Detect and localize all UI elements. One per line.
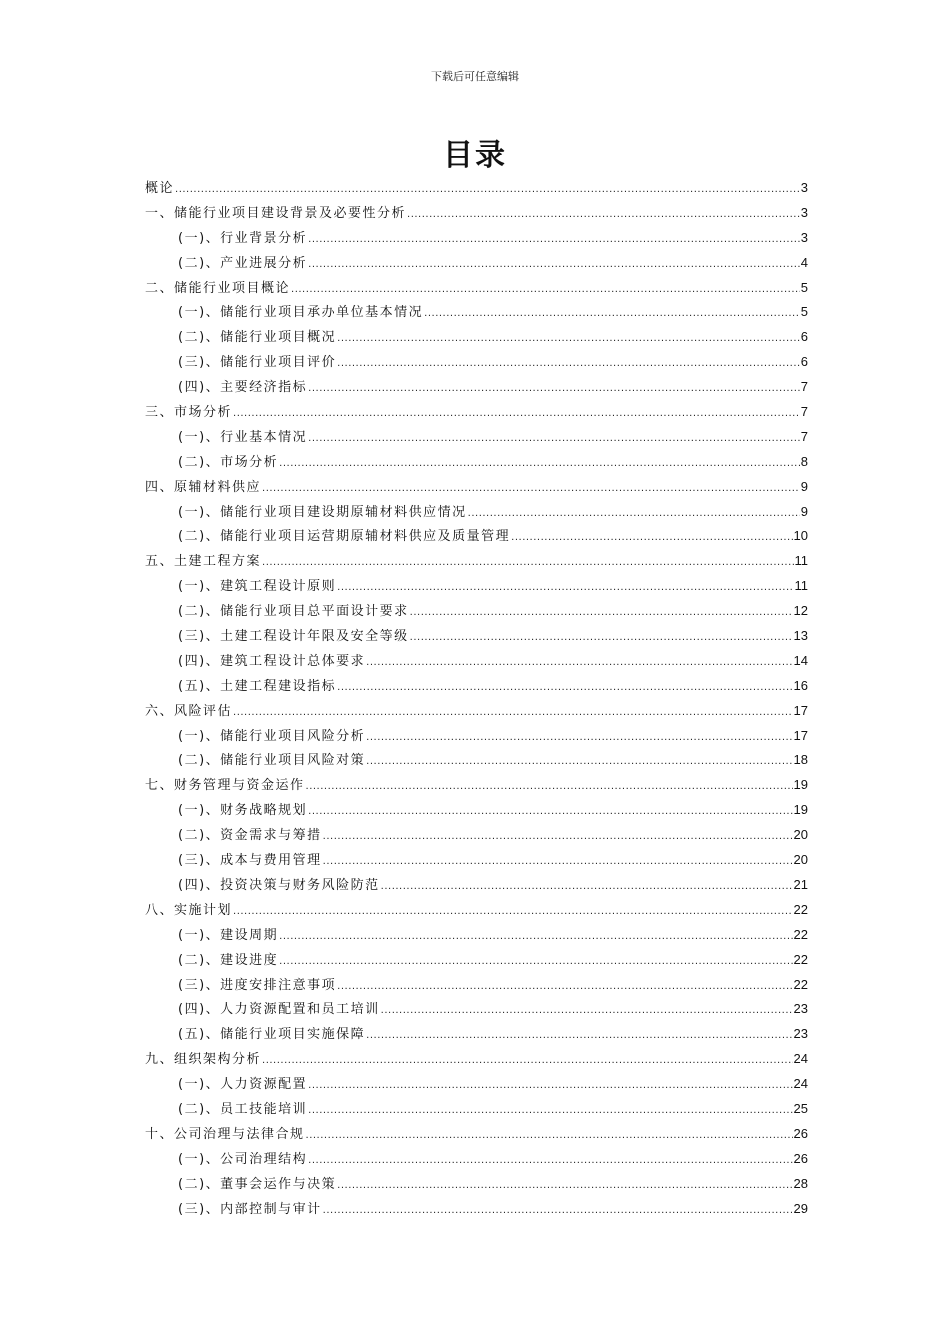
toc-entry-title: (一)、储能行业项目建设期原辅材料供应情况 [178, 504, 467, 520]
toc-page-number: 24 [793, 1076, 808, 1092]
toc-entry[interactable] [145, 350, 808, 375]
toc-page-number: 9 [800, 478, 808, 494]
toc-entry[interactable] [145, 500, 808, 525]
toc-entry[interactable] [145, 450, 808, 475]
toc-entry[interactable] [145, 923, 808, 948]
toc-entry[interactable] [145, 475, 808, 500]
toc-entry-title: (一)、财务战略规划 [178, 803, 308, 819]
toc-entry[interactable] [145, 251, 808, 276]
toc-page-number: 10 [793, 528, 808, 544]
toc-leader-dots [381, 875, 793, 900]
toc-entry-title: (二)、董事会运作与决策 [178, 1176, 337, 1192]
toc-entry[interactable] [145, 325, 808, 350]
toc-entry[interactable] [145, 773, 808, 798]
toc-leader-dots [468, 502, 800, 527]
toc-entry-title: (四)、主要经济指标 [178, 380, 308, 396]
toc-page-number: 14 [793, 652, 808, 668]
toc-leader-dots [323, 1199, 793, 1224]
toc-page-number: 28 [793, 1175, 808, 1191]
toc-entry-title: (二)、资金需求与筹措 [178, 828, 322, 844]
toc-page-number: 8 [800, 453, 808, 469]
toc-entry-title: (五)、土建工程建设指标 [178, 678, 337, 694]
toc-entry-title: (五)、储能行业项目实施保障 [178, 1027, 366, 1043]
toc-leader-dots [308, 1149, 792, 1174]
toc-leader-dots [308, 1074, 792, 1099]
toc-leader-dots [308, 253, 800, 278]
toc-leader-dots [337, 327, 800, 352]
toc-entry-title: 七、财务管理与资金运作 [145, 778, 305, 794]
toc-leader-dots [337, 1174, 792, 1199]
toc-leader-dots [407, 203, 800, 228]
toc-entry[interactable] [145, 649, 808, 674]
toc-entry-title: (二)、建设进度 [178, 952, 279, 968]
toc-entry[interactable] [145, 1122, 808, 1147]
toc-leader-dots [366, 726, 792, 751]
toc-entry[interactable] [145, 1147, 808, 1172]
toc-entry[interactable] [145, 624, 808, 649]
toc-leader-dots [366, 651, 792, 676]
toc-entry[interactable] [145, 1022, 808, 1047]
toc-page-number: 6 [800, 354, 808, 370]
toc-entry[interactable] [145, 898, 808, 923]
toc-page-number: 17 [793, 727, 808, 743]
toc-page-number: 18 [793, 752, 808, 768]
toc-page-number: 3 [800, 229, 808, 245]
toc-page-number: 20 [793, 827, 808, 843]
toc-entry-title: 三、市场分析 [145, 405, 233, 421]
toc-page-number: 12 [793, 603, 808, 619]
toc-leader-dots [511, 526, 792, 551]
toc-entry-title: (一)、建筑工程设计原则 [178, 579, 337, 595]
toc-entry[interactable] [145, 524, 808, 549]
toc-entry[interactable] [145, 674, 808, 699]
toc-leader-dots [291, 278, 800, 303]
toc-entry-title: (三)、进度安排注意事项 [178, 977, 337, 993]
toc-leader-dots [366, 1024, 792, 1049]
page-header: 下载后可任意编辑 [431, 70, 519, 83]
toc-entry[interactable] [145, 948, 808, 973]
toc-page-number: 19 [793, 802, 808, 818]
toc-entry-title: (一)、公司治理结构 [178, 1151, 308, 1167]
toc-entry-title: 二、储能行业项目概论 [145, 280, 291, 296]
toc-page-number: 22 [793, 976, 808, 992]
toc-entry[interactable] [145, 425, 808, 450]
toc-leader-dots [337, 576, 793, 601]
toc-entry-title: (二)、储能行业项目概况 [178, 330, 337, 346]
toc-entry-title: 四、原辅材料供应 [145, 479, 262, 495]
toc-leader-dots [366, 750, 792, 775]
toc-entry[interactable] [145, 400, 808, 425]
toc-entry-title: (二)、储能行业项目运营期原辅材料供应及质量管理 [178, 529, 511, 545]
toc-entry-title: 一、储能行业项目建设背景及必要性分析 [145, 205, 407, 221]
toc-page-number: 19 [793, 777, 808, 793]
toc-entry-title: 八、实施计划 [145, 902, 233, 918]
toc-leader-dots [308, 228, 800, 253]
toc-leader-dots [308, 427, 800, 452]
toc-page-number: 3 [800, 204, 808, 220]
toc-entry[interactable] [145, 1197, 808, 1222]
toc-page-number: 22 [793, 901, 808, 917]
page-title: 目录 [443, 138, 507, 173]
toc-page-number: 26 [793, 1150, 808, 1166]
toc-page-number: 11 [794, 578, 808, 594]
toc-entry-title: (二)、储能行业项目总平面设计要求 [178, 604, 409, 620]
toc-page-number: 4 [800, 254, 808, 270]
toc-leader-dots [424, 302, 800, 327]
toc-entry[interactable] [145, 176, 808, 201]
toc-entry-title: (二)、员工技能培训 [178, 1101, 308, 1117]
toc-entry-title: 十、公司治理与法律合规 [145, 1126, 305, 1142]
toc-leader-dots [337, 352, 800, 377]
toc-entry[interactable] [145, 276, 808, 301]
toc-entry-title: (四)、人力资源配置和员工培训 [178, 1002, 380, 1018]
toc-leader-dots [323, 850, 793, 875]
toc-leader-dots [337, 975, 792, 1000]
toc-entry-title: (三)、成本与费用管理 [178, 853, 322, 869]
toc-entry-title: 六、风险评估 [145, 703, 233, 719]
toc-leader-dots [279, 950, 792, 975]
toc-entry-title: (四)、建筑工程设计总体要求 [178, 653, 366, 669]
toc-page-number: 23 [793, 1001, 808, 1017]
toc-entry[interactable] [145, 574, 808, 599]
toc-entry[interactable] [145, 823, 808, 848]
toc-leader-dots [306, 775, 793, 800]
toc-entry[interactable] [145, 973, 808, 998]
toc-page-number: 9 [800, 503, 808, 519]
toc-page-number: 3 [800, 180, 808, 195]
toc-page-number: 13 [793, 628, 808, 644]
toc-leader-dots [308, 1099, 792, 1124]
toc-page-number: 6 [800, 329, 808, 345]
toc-leader-dots [262, 551, 793, 576]
toc-page-number: 24 [793, 1051, 808, 1067]
toc-entry[interactable] [145, 848, 808, 873]
toc-entry-title: (四)、投资决策与财务风险防范 [178, 877, 380, 893]
toc-page-number: 25 [793, 1100, 808, 1116]
toc-page-number: 22 [793, 951, 808, 967]
toc-page-number: 7 [800, 379, 808, 395]
toc-leader-dots [381, 999, 793, 1024]
toc-entry-title: 九、组织架构分析 [145, 1052, 262, 1068]
toc-entry-title: (三)、储能行业项目评价 [178, 355, 337, 371]
toc-entry-title: (一)、人力资源配置 [178, 1077, 308, 1093]
toc-entry[interactable] [145, 599, 808, 624]
toc-page-number: 5 [800, 304, 808, 320]
table-of-contents [145, 176, 808, 1221]
toc-leader-dots [410, 626, 793, 651]
toc-entry-title: (一)、建设周期 [178, 927, 279, 943]
toc-page-number: 26 [793, 1125, 808, 1141]
toc-leader-dots [306, 1124, 793, 1149]
toc-entry[interactable] [145, 1047, 808, 1072]
toc-page-number: 11 [794, 553, 808, 569]
toc-entry[interactable] [145, 699, 808, 724]
toc-leader-dots [233, 402, 800, 427]
toc-leader-dots [337, 676, 792, 701]
toc-entry[interactable] [145, 201, 808, 226]
toc-entry[interactable] [145, 1072, 808, 1097]
toc-entry[interactable] [145, 748, 808, 773]
toc-entry[interactable] [145, 300, 808, 325]
toc-page-number: 22 [793, 926, 808, 942]
toc-page-number: 7 [800, 404, 808, 420]
toc-entry-title: (二)、市场分析 [178, 454, 279, 470]
toc-page-number: 16 [793, 677, 808, 693]
toc-entry[interactable] [145, 997, 808, 1022]
toc-leader-dots [308, 800, 792, 825]
toc-entry-title: (一)、储能行业项目承办单位基本情况 [178, 305, 424, 321]
toc-entry[interactable] [145, 375, 808, 400]
toc-leader-dots [279, 452, 800, 477]
toc-entry-title: (三)、内部控制与审计 [178, 1201, 322, 1217]
toc-page-number: 7 [800, 428, 808, 444]
toc-leader-dots [323, 825, 793, 850]
toc-entry[interactable] [145, 873, 808, 898]
toc-page-number: 17 [793, 702, 808, 718]
toc-page-number: 21 [793, 876, 808, 892]
toc-entry-title: (三)、土建工程设计年限及安全等级 [178, 629, 409, 645]
toc-entry-title: (一)、储能行业项目风险分析 [178, 728, 366, 744]
toc-leader-dots [175, 178, 800, 203]
toc-entry-title: 概论 [145, 181, 175, 196]
toc-entry[interactable] [145, 1097, 808, 1122]
toc-entry-title: (二)、产业进展分析 [178, 255, 308, 271]
toc-entry[interactable] [145, 226, 808, 251]
toc-entry-title: (二)、储能行业项目风险对策 [178, 753, 366, 769]
toc-entry[interactable] [145, 549, 808, 574]
toc-page-number: 23 [793, 1026, 808, 1042]
toc-leader-dots [262, 1049, 793, 1074]
toc-leader-dots [410, 601, 793, 626]
toc-entry-title: 五、土建工程方案 [145, 554, 262, 570]
toc-leader-dots [233, 900, 793, 925]
toc-entry-title: (一)、行业基本情况 [178, 429, 308, 445]
toc-leader-dots [262, 477, 800, 502]
toc-entry[interactable] [145, 798, 808, 823]
toc-entry-title: (一)、行业背景分析 [178, 230, 308, 246]
toc-entry[interactable] [145, 724, 808, 749]
toc-page-number: 20 [793, 852, 808, 868]
toc-leader-dots [308, 377, 800, 402]
toc-leader-dots [279, 925, 792, 950]
toc-entry[interactable] [145, 1172, 808, 1197]
toc-page-number: 5 [800, 279, 808, 295]
toc-leader-dots [233, 701, 793, 726]
toc-page-number: 29 [793, 1200, 808, 1216]
